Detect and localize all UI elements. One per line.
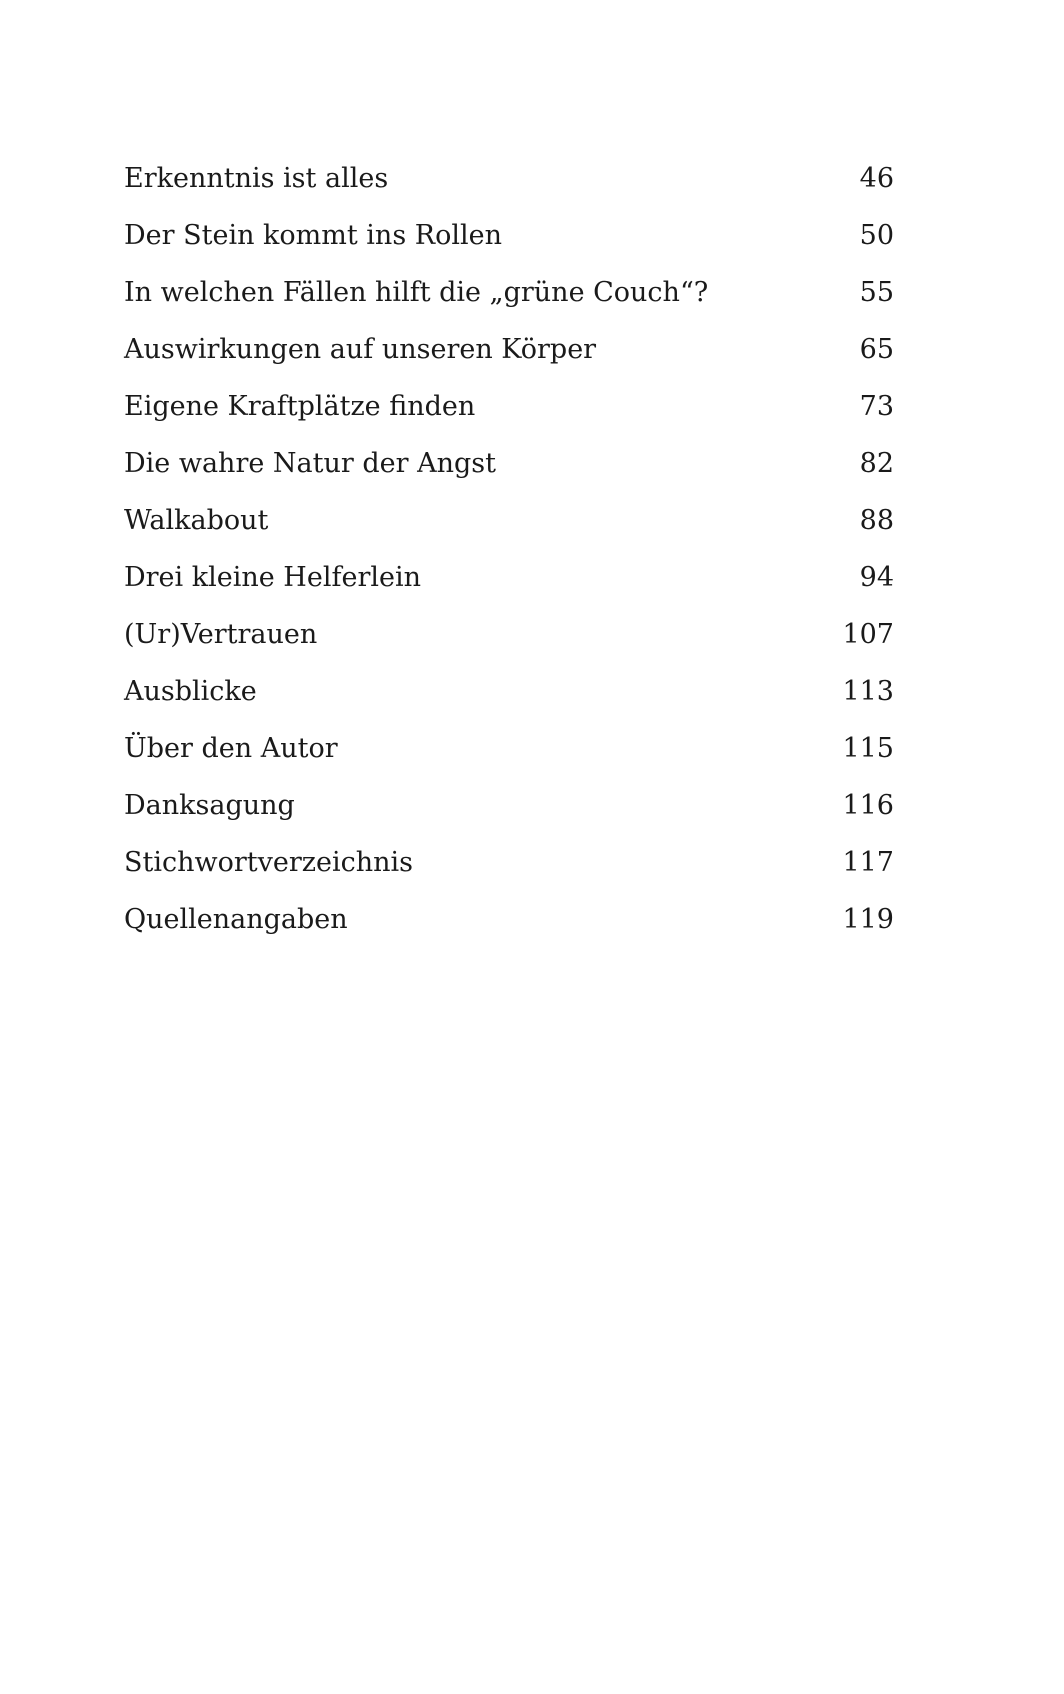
toc-entry (124, 891, 894, 948)
toc-entry-page: 88 (859, 505, 894, 536)
toc-entry-page: 117 (842, 847, 894, 878)
toc-entry-page: 50 (859, 220, 894, 251)
toc-entry (124, 207, 894, 264)
toc-entry-title: Auswirkungen auf unseren Körper (124, 334, 597, 365)
toc-entry-title: Die wahre Natur der Angst (124, 448, 496, 479)
toc-entry (124, 264, 894, 321)
toc-entry-title: Über den Autor (124, 733, 338, 764)
toc-entry-page: 65 (859, 334, 894, 365)
toc-entry-title: Danksagung (124, 790, 295, 821)
toc-entry (124, 321, 894, 378)
toc-entry-page: 113 (842, 676, 894, 707)
toc-entry (124, 549, 894, 606)
table-of-contents (124, 150, 894, 948)
toc-entry-title: Der Stein kommt ins Rollen (124, 220, 502, 251)
toc-entry (124, 720, 894, 777)
toc-entry (124, 606, 894, 663)
toc-entry (124, 834, 894, 891)
toc-entry-page: 94 (859, 562, 894, 593)
toc-entry-title: Erkenntnis ist alles (124, 163, 389, 194)
toc-entry-page: 55 (859, 277, 894, 308)
toc-entry-title: Drei kleine Helferlein (124, 562, 421, 593)
toc-entry-title: In welchen Fällen hilft die „grüne Couch“? (124, 277, 709, 308)
toc-entry-title: (Ur)Vertrauen (124, 619, 318, 650)
toc-entry-page: 119 (842, 904, 894, 935)
toc-entry-title: Ausblicke (124, 676, 257, 707)
toc-entry (124, 435, 894, 492)
toc-entry (124, 777, 894, 834)
toc-entry-page: 73 (859, 391, 894, 422)
toc-entry-page: 115 (842, 733, 894, 764)
toc-entry-page: 107 (842, 619, 894, 650)
toc-entry (124, 492, 894, 549)
toc-entry-title: Quellenangaben (124, 904, 348, 935)
toc-entry (124, 378, 894, 435)
toc-entry-page: 116 (842, 790, 894, 821)
toc-entry-title: Stichwortverzeichnis (124, 847, 413, 878)
toc-entry (124, 663, 894, 720)
toc-entry-page: 46 (859, 163, 894, 194)
toc-entry-page: 82 (859, 448, 894, 479)
toc-entry-title: Walkabout (124, 505, 269, 536)
toc-entry-title: Eigene Kraftplätze finden (124, 391, 476, 422)
toc-entry (124, 150, 894, 207)
